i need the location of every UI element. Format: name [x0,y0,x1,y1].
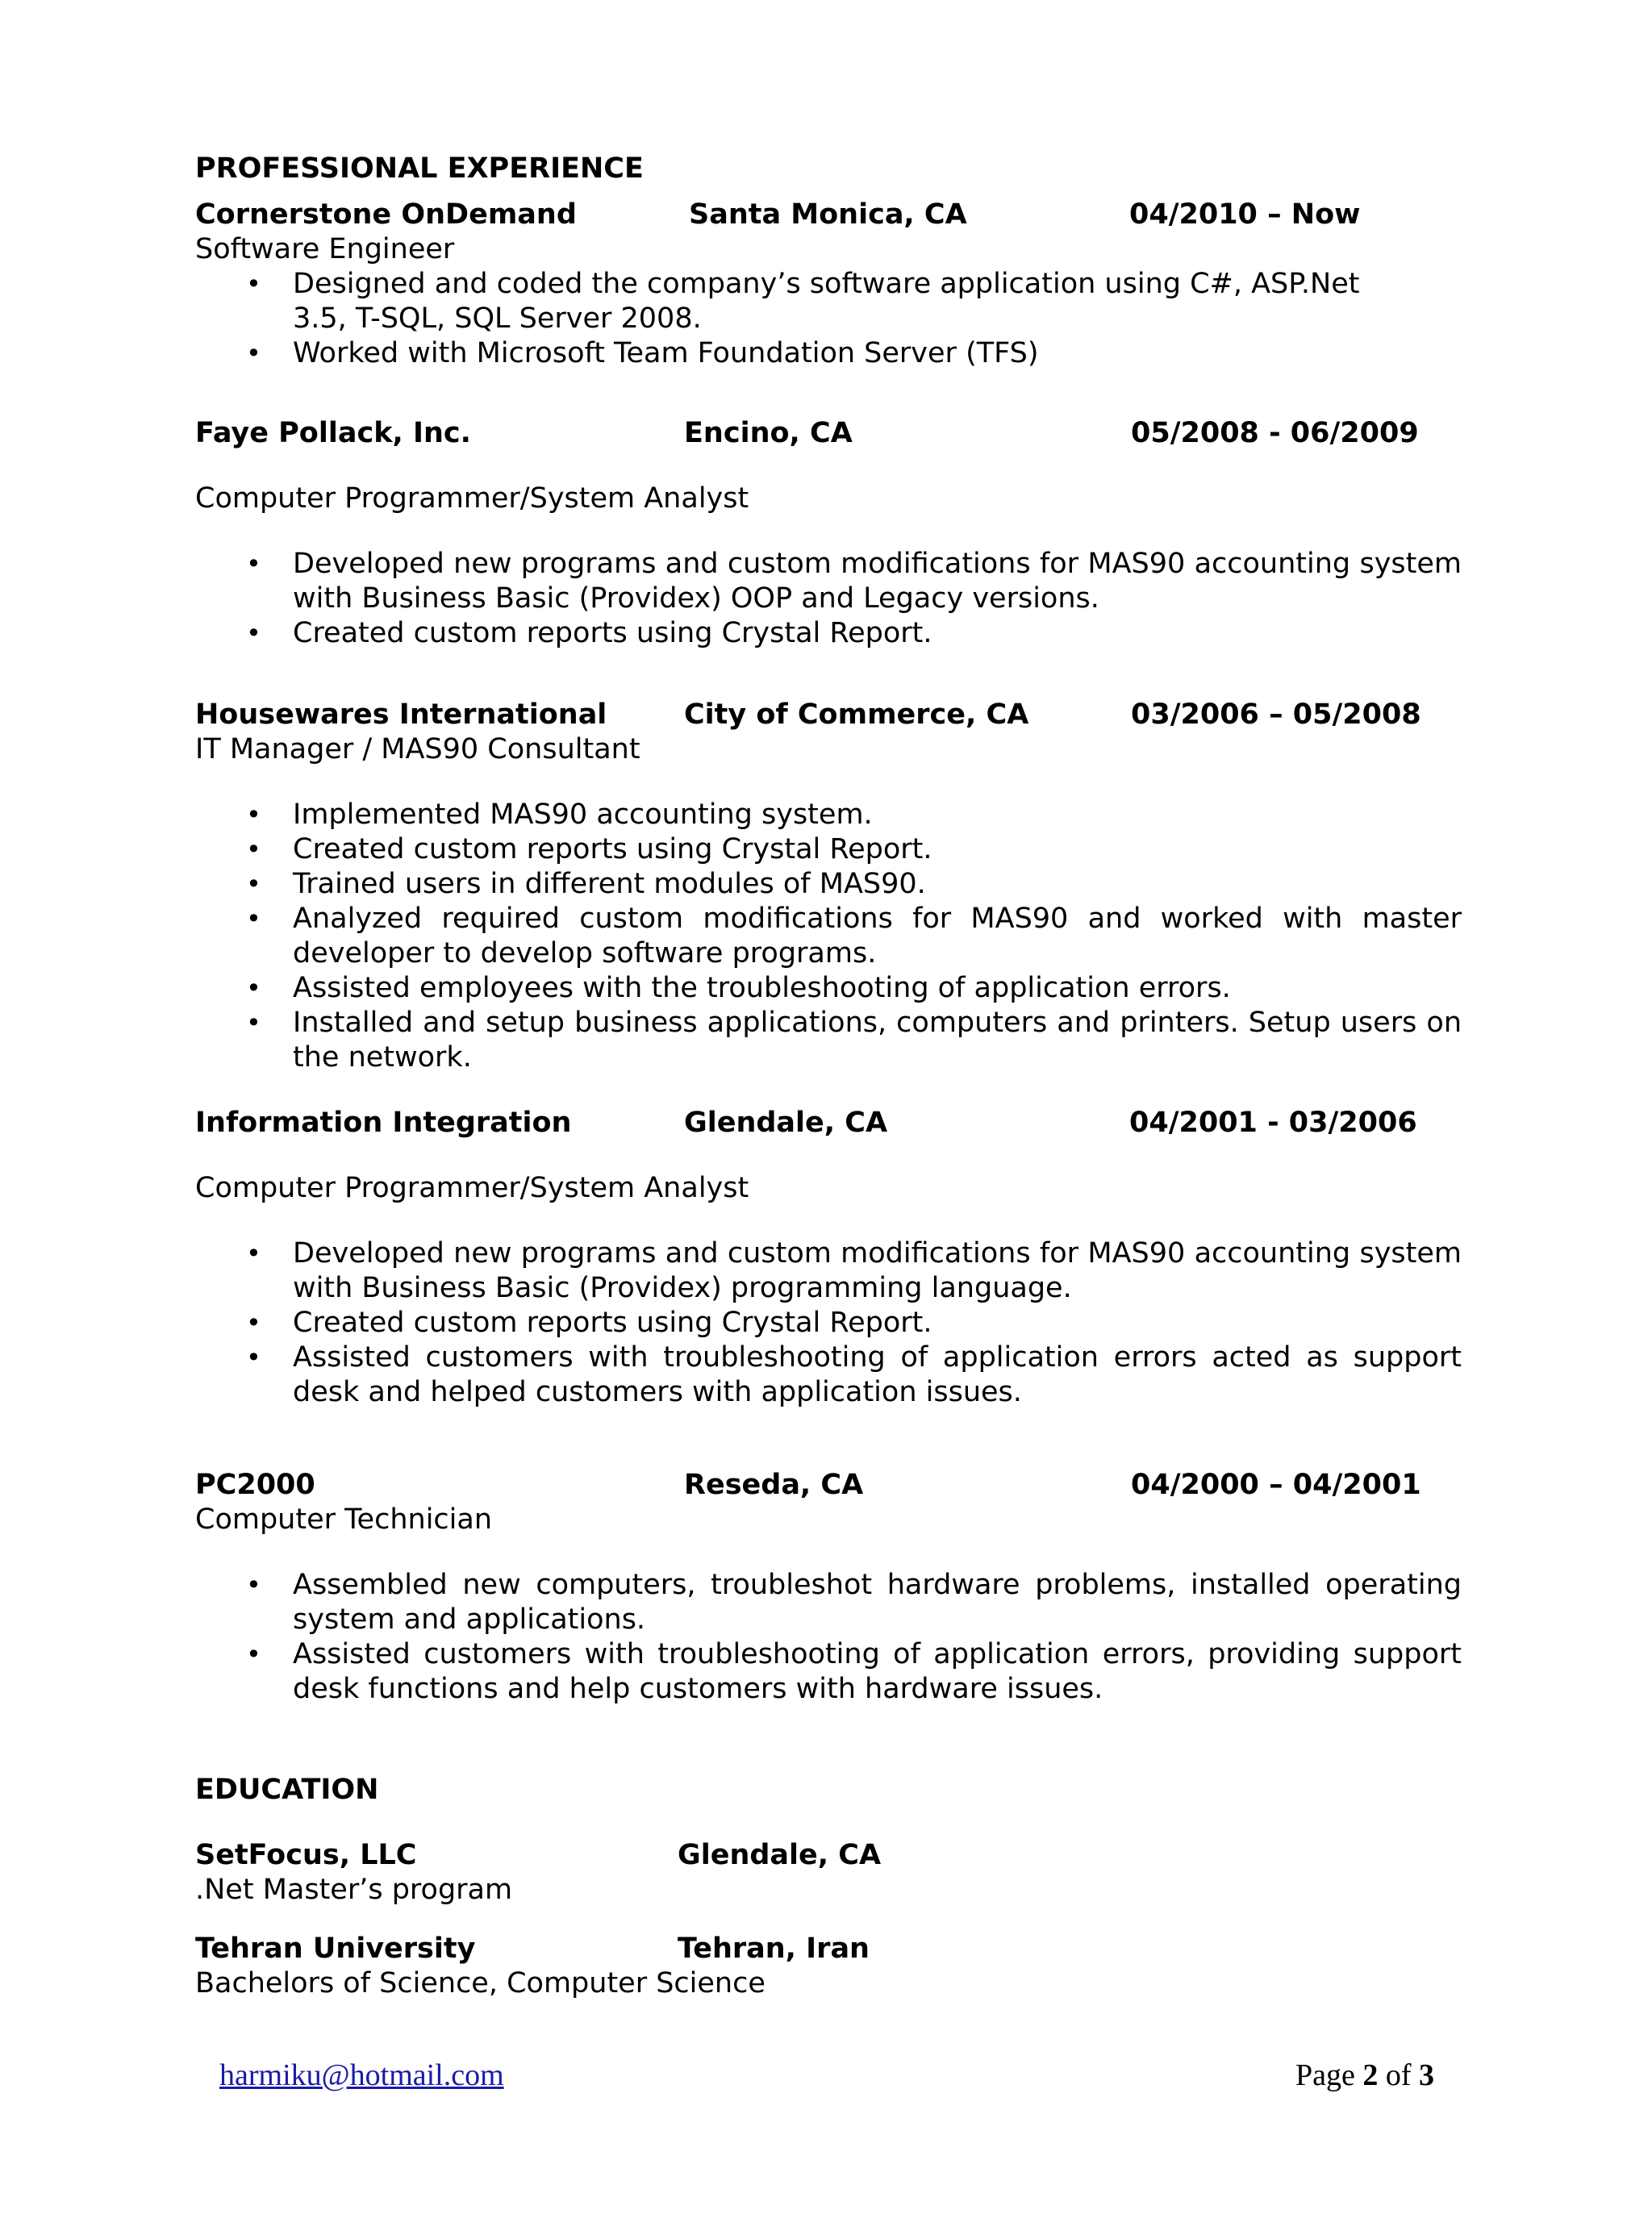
school-location: Tehran, Iran [678,1933,870,1965]
spacer [195,1206,1462,1236]
job-header [195,416,1462,451]
company-name: Information Integration [195,1107,572,1139]
job-title: Computer Programmer/System Analyst [195,1172,749,1204]
job-bullets [195,267,1462,371]
spacer [195,1537,1462,1568]
bullet-icon: • [246,1342,261,1373]
bullet-icon: • [246,1307,261,1338]
bullet-text: Analyzed required custom modifications for MAS90 and worked with master developer to develop software programs. [293,903,1462,969]
bullet-text: Assisted customers with troubleshooting of application errors acted as support desk and helped customers with application issues. [293,1341,1462,1408]
email-link[interactable]: harmiku@hotmail.com [219,2058,504,2092]
job-bullets [195,798,1462,1075]
experience-heading: PROFESSIONAL EXPERIENCE [195,152,644,185]
job-location: Reseda, CA [684,1469,864,1501]
company-name: Cornerstone OnDemand [195,198,577,231]
list-item [195,832,1462,867]
job-entry [195,698,1462,1075]
bullet-icon: • [246,834,261,865]
bullet-icon: • [246,1238,261,1269]
job-entry [195,1106,1462,1410]
list-item [195,1306,1462,1341]
job-title: Software Engineer [195,233,455,265]
education-entry [195,1838,1462,1908]
job-location: Encino, CA [684,417,853,449]
page-total: 3 [1419,2058,1434,2092]
bullet-icon: • [246,1007,261,1038]
bullet-icon: • [246,1570,261,1600]
job-location: Glendale, CA [684,1107,888,1139]
job-header [195,198,1462,232]
bullet-text: Developed new programs and custom modifications for MAS90 accounting system with Business Basic (Providex) OOP and Legacy versions. [293,548,1462,615]
bullet-text: Assisted customers with troubleshooting of application errors, providing support desk functions and help customers with hardware issues. [293,1638,1462,1705]
job-location: City of Commerce, CA [684,698,1029,731]
company-name: PC2000 [195,1469,315,1501]
program-name: Bachelors of Science, Computer Science [195,1967,766,1999]
list-item [195,616,1462,651]
bullet-text: Created custom reports using Crystal Report. [293,617,932,649]
school-name: SetFocus, LLC [195,1839,417,1871]
job-header [195,1106,1462,1140]
bullet-icon: • [246,799,261,830]
job-title: IT Manager / MAS90 Consultant [195,733,640,765]
education-header [195,1932,1462,1966]
education-heading: EDUCATION [195,1774,379,1806]
job-title: Computer Programmer/System Analyst [195,482,749,515]
bullet-text: Trained users in different modules of MAS90. [293,868,926,900]
list-item [195,1341,1462,1410]
list-item [195,1006,1462,1075]
bullet-icon: • [246,869,261,899]
list-item [195,1236,1462,1306]
education-entry [195,1932,1462,2001]
bullet-text: Worked with Microsoft Team Foundation Server (TFS) [293,337,1039,369]
list-item [195,267,1462,336]
bullet-icon: • [246,903,261,934]
job-dates: 05/2008 - 06/2009 [1131,417,1419,449]
page-footer [219,2055,1434,2095]
bullet-icon: • [246,1639,261,1670]
job-bullets [195,1568,1462,1707]
list-item [195,336,1462,371]
job-header [195,1468,1462,1503]
bullet-icon: • [246,973,261,1003]
bullet-text: Developed new programs and custom modifications for MAS90 accounting system with Business Basic (Providex) programming language. [293,1237,1462,1304]
job-entry [195,198,1462,371]
list-item [195,1637,1462,1707]
job-dates: 04/2010 – Now [1129,198,1361,231]
spacer [195,516,1462,547]
bullet-text: Installed and setup business applications, computers and printers. Setup users on the network. [293,1007,1462,1074]
bullet-text: Implemented MAS90 accounting system. [293,799,873,831]
job-entry [195,1468,1462,1707]
bullet-icon: • [246,548,261,579]
bullet-icon: • [246,338,261,369]
job-entry [195,416,1462,651]
bullet-icon: • [246,269,261,299]
bullet-text: Created custom reports using Crystal Report. [293,833,932,865]
company-name: Faye Pollack, Inc. [195,417,471,449]
bullet-text: Assisted employees with the troubleshooting of application errors. [293,972,1231,1004]
list-item [195,867,1462,902]
resume-content [195,152,1462,2025]
job-header [195,698,1462,732]
program-name: .Net Master’s program [195,1874,513,1906]
spacer [195,1140,1462,1171]
job-title: Computer Technician [195,1503,493,1536]
page-current: 2 [1362,2058,1379,2092]
job-dates: 04/2001 - 03/2006 [1129,1107,1417,1139]
school-name: Tehran University [195,1933,476,1965]
page-of: of [1385,2058,1412,2092]
bullet-icon: • [246,618,261,648]
job-bullets [195,547,1462,651]
bullet-text: Assembled new computers, troubleshot hardware problems, installed operating system and applications. [293,1569,1462,1636]
spacer [195,767,1462,798]
page-number [1295,2055,1434,2095]
job-bullets [195,1236,1462,1410]
bullet-text: Created custom reports using Crystal Report. [293,1307,932,1339]
job-dates: 04/2000 – 04/2001 [1131,1469,1421,1501]
list-item [195,971,1462,1006]
school-location: Glendale, CA [678,1839,882,1871]
list-item [195,547,1462,616]
page-word: Page [1295,2058,1355,2092]
bullet-text: Designed and coded the company’s software application using C#, ASP.Net 3.5, T-SQL, SQL Server 2008. [293,268,1360,335]
company-name: Housewares International [195,698,607,731]
job-dates: 03/2006 – 05/2008 [1131,698,1421,731]
list-item [195,1568,1462,1637]
job-location: Santa Monica, CA [689,198,967,231]
education-header [195,1838,1462,1873]
list-item [195,902,1462,971]
spacer [195,451,1462,482]
list-item [195,798,1462,832]
